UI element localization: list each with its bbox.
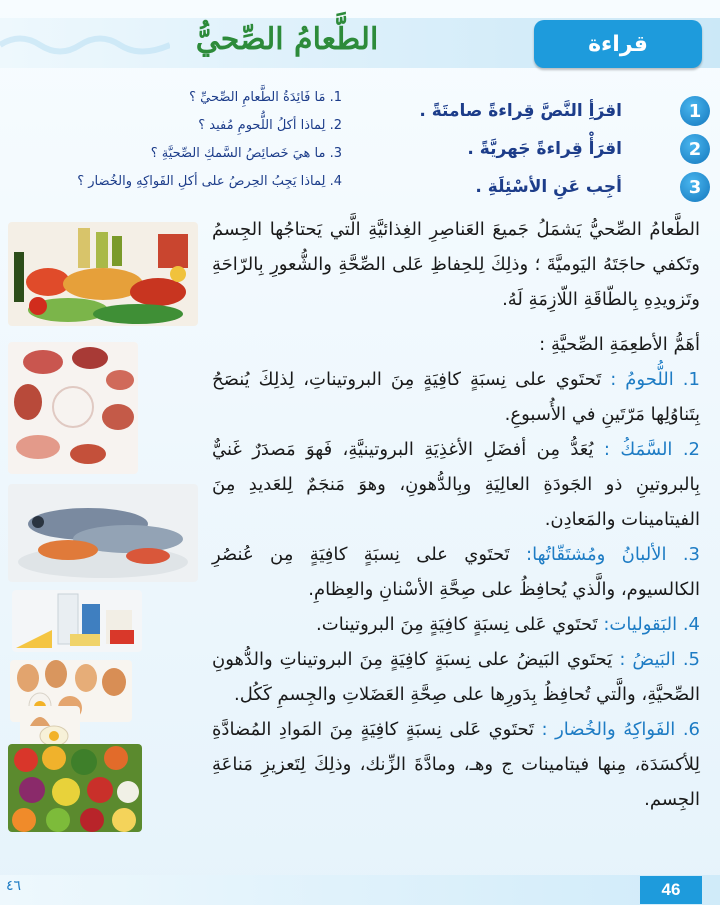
section-label-reading: قراءة <box>534 20 702 68</box>
item-separator: : <box>526 544 533 565</box>
question-item: 2. لِماذا أكلُ اللُّحومِ مُفيد ؟ <box>198 118 342 133</box>
list-heading: أهَمُّ الأطعِمَةِ الصِّحيَّةِ : <box>539 334 700 355</box>
instruction-text: اقرَأْ قِراءةً جَهريَّةً . <box>467 139 622 159</box>
question-item: 4. لِماذا يَجِبُ الحِرصُ على أكلِ الفَواكِهِ والخُضار ؟ <box>77 174 342 189</box>
item-number: 2. <box>682 439 700 460</box>
item-name: الفَواكِهُ والخُضار <box>555 719 676 740</box>
item-separator: : <box>610 369 626 390</box>
egg-cracked-image <box>20 706 80 748</box>
instruction-text: أجِب عَنِ الأسْئِلَةِ . <box>475 177 622 197</box>
question-item: 1. مَا فَائِدَةُ الطَّعامِ الصِّحيِّ ؟ <box>189 90 342 105</box>
lesson-title: الطَّعامُ الصِّحيُّ <box>195 22 379 57</box>
food-item-fruits-vegetables <box>212 712 700 817</box>
item-number: 4. <box>682 614 700 635</box>
item-name: السَّمَكُ <box>620 439 673 460</box>
item-number: 1. <box>682 369 700 390</box>
item-name: الألبانُ ومُشتَقّاتُها <box>532 544 667 565</box>
item-description: يُعَدُّ مِن أفضَلِ الأغذِيَةِ البروتينيَّةِ، فَهوَ مَصدَرٌ غَنيٌّ بِالبروتينِ ذو الجَودَةِ العالِيَةِ وبِالدُّهونِ، وهوَ مَنجَمٌ لِلعَديدِ مِنَ الفيتامينات والمَعادِن. <box>212 439 700 530</box>
instruction-item <box>362 168 702 206</box>
footer-bar <box>0 875 720 905</box>
item-separator: : <box>603 614 610 635</box>
healthy-food-groceries-image <box>8 222 198 326</box>
food-item-fish <box>212 432 700 537</box>
banner-decoration <box>0 30 170 60</box>
item-separator: : <box>619 649 633 670</box>
instruction-number-badge: 1 <box>680 96 710 126</box>
page-number-arabic: ٤٦ <box>6 878 22 894</box>
fruits-vegetables-image <box>8 744 142 832</box>
item-name: اللُّحومُ <box>625 369 674 390</box>
instructions-list <box>362 92 702 206</box>
item-name: البَقوليات <box>609 614 678 635</box>
dairy-products-image <box>12 590 142 652</box>
instruction-item <box>362 92 702 130</box>
questions-list <box>12 90 342 202</box>
food-item-dairy <box>212 537 700 607</box>
item-description: تَحتَوي على نِسبَةٍ كافِيَةٍ مِنَ البروتيناتِ، لِذلِكَ يُنصَحُ بِتَناوُلِها مَرّتَينِ في الأُسبوعِ. <box>212 369 700 425</box>
question-item: 3. ما هيَ خَصائِصُ السَّمكِ الصِّحيَّةِ ؟ <box>150 146 342 161</box>
fish-seafood-image <box>8 484 198 582</box>
instruction-number-badge: 2 <box>680 134 710 164</box>
item-description: تَحتَوي عَلى نِسبَةٍ كافِيَةٍ مِنَ البروتينات. <box>316 614 604 635</box>
item-number: 3. <box>682 544 700 565</box>
item-description: تَحتَوي عَلى نِسبَةٍ كافِيَةٍ مِنَ المَوادِ المُضادَّةِ لِلأكسَدَة، مِنها فيتامينات ج وهـ، ومادَّةَ الزِّنك، وذلِكَ لِتَعزيزِ مَناعَةِ الجِسم. <box>212 719 700 810</box>
item-number: 6. <box>682 719 700 740</box>
reading-text <box>212 212 700 817</box>
item-name: البَيضُ <box>632 649 676 670</box>
item-separator: : <box>541 719 556 740</box>
item-description: يَحتَوي البَيضُ على نِسبَةٍ كافِيَةٍ مِنَ البروتيناتِ والدُّهونِ الصِّحيَّةِ، والَّتي تُحافِظُ بِدَورِها على صِحَّةِ العَضَلاتِ والجِسمِ كَكُل. <box>212 649 700 705</box>
meats-image <box>8 342 138 474</box>
item-description: تَحتَوي على نِسبَةٍ كافِيَةٍ مِن عُنصُرِ الكالسيوم، والَّذي يُحافِظُ على صِحَّةِ الأسْنانِ والعِظامِ. <box>212 544 700 600</box>
instruction-text: اقرَأِ النَّصَّ قِراءةً صامتَةً . <box>419 101 622 121</box>
page-number: 46 <box>640 876 702 904</box>
food-item-legumes <box>212 607 700 642</box>
food-item-meat <box>212 362 700 432</box>
item-number: 5. <box>682 649 700 670</box>
intro-paragraph: الطَّعامُ الصِّحيُّ يَشمَلُ جَميعَ العَناصِرِ الغِذائيَّةِ الَّتي يَحتاجُها الجِسمُ وتَكفي حاجَتَهُ اليَوميَّةَ ؛ وذلِكَ لِلحِفاظِ عَلى الصِّحَّةِ والشُّعورِ بِالرّاحَةِ وتَزويدِهِ بِالطّاقَةِ اللّازِمَةِ لَهُ. <box>212 219 700 310</box>
food-item-eggs <box>212 642 700 712</box>
instruction-item <box>362 130 702 168</box>
instruction-number-badge: 3 <box>680 172 710 202</box>
item-separator: : <box>603 439 621 460</box>
